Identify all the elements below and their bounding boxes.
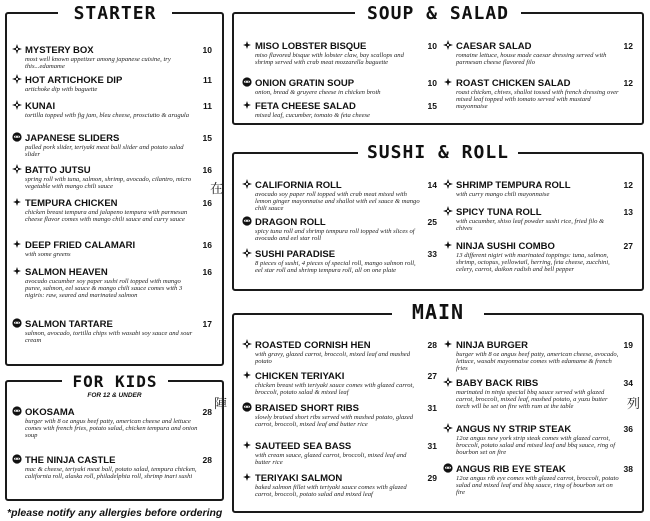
star-icon <box>443 374 453 384</box>
star-icon <box>443 420 453 430</box>
menu-item <box>443 202 633 232</box>
item-price: 16 <box>202 165 212 175</box>
menu-item <box>242 398 437 428</box>
menu-item <box>12 262 212 300</box>
menu-item <box>443 73 633 111</box>
plus-icon <box>12 236 22 246</box>
item-price: 19 <box>623 340 633 350</box>
allergy-note: *please notify any allergies before ordering <box>7 507 223 519</box>
item-price: 13 <box>623 207 633 217</box>
menu-item <box>242 468 437 498</box>
item-name: SPICY TUNA ROLL <box>456 207 542 218</box>
item-name: BABY BACK RIBS <box>456 378 539 389</box>
item-name: MISO LOBSTER BISQUE <box>255 41 367 52</box>
item-price: 34 <box>623 378 633 388</box>
kanji-1: 在 <box>210 182 224 197</box>
menu-item-row <box>12 262 212 278</box>
item-name: ANGUS NY STRIP STEAK <box>456 424 572 435</box>
item-price: 14 <box>427 180 437 190</box>
item-price: 16 <box>202 240 212 250</box>
kids-title: FOR KIDS <box>62 372 168 391</box>
star-icon <box>12 71 22 81</box>
menu-item-row <box>242 212 437 228</box>
plus-icon <box>443 74 453 84</box>
menu-item-row <box>12 193 212 209</box>
item-price: 29 <box>427 473 437 483</box>
ninja-icon <box>12 403 22 413</box>
item-description: 12oz angus new york strip steak comes with glazed carrot, broccoli, potato salad and mixed leaf and bbq sauce, ring of bourbon set on fire <box>456 435 616 457</box>
plus-icon <box>12 263 22 273</box>
star-icon <box>12 97 22 107</box>
menu-item-row <box>12 160 212 176</box>
item-description: salmon, avocado, tortilla chips with wasabi soy sauce and sour cream <box>25 330 193 345</box>
menu-item <box>12 193 212 223</box>
menu-item-row <box>12 40 212 56</box>
item-description: 12oz angus rib eye comes with glazed carrot, broccoli, potato salad and mixed leaf and bbq sauce, ring of bourbon set on fire <box>456 475 619 497</box>
item-description: with gravy, glazed carrot, broccoli, mixed leaf and mashed potato <box>255 351 410 366</box>
item-price: 31 <box>427 403 437 413</box>
star-icon <box>443 203 453 213</box>
menu-item <box>242 366 437 396</box>
item-price: 16 <box>202 267 212 277</box>
item-price: 27 <box>427 371 437 381</box>
menu-item-row <box>443 175 633 191</box>
menu-item-row <box>443 236 633 252</box>
item-name: DRAGON ROLL <box>255 217 326 228</box>
menu-item <box>242 175 437 213</box>
item-name: SALMON TARTARE <box>25 319 113 330</box>
sushi-title: SUSHI & ROLL <box>358 142 518 163</box>
item-name: TERIYAKI SALMON <box>255 473 343 484</box>
menu-item-row <box>242 335 437 351</box>
menu-item-row <box>12 70 212 86</box>
menu-item-row <box>443 419 633 435</box>
item-name: SALMON HEAVEN <box>25 267 108 278</box>
item-name: CAESAR SALAD <box>456 41 532 52</box>
item-name: MYSTERY BOX <box>25 45 94 56</box>
menu-item-row <box>443 373 633 389</box>
item-price: 10 <box>427 78 437 88</box>
item-price: 11 <box>203 75 212 85</box>
item-price: 10 <box>427 41 437 51</box>
item-price: 16 <box>202 198 212 208</box>
star-icon <box>12 41 22 51</box>
menu-item <box>242 73 437 96</box>
menu-item <box>242 335 437 365</box>
ninja-icon <box>242 74 252 84</box>
item-name: DEEP FRIED CALAMARI <box>25 240 136 251</box>
menu-item-row <box>12 235 212 251</box>
main-title: MAIN <box>392 300 484 324</box>
menu-item <box>443 459 633 497</box>
menu-item <box>443 419 633 457</box>
item-price: 28 <box>427 340 437 350</box>
menu-item-row <box>12 450 212 466</box>
item-description: artichoke dip with baguette <box>25 86 98 93</box>
menu-item-row <box>242 175 437 191</box>
item-price: 15 <box>202 133 212 143</box>
menu-item <box>443 335 633 373</box>
item-name: ROASTED CORNISH HEN <box>255 340 371 351</box>
item-name: KUNAI <box>25 101 56 112</box>
star-icon <box>443 176 453 186</box>
item-name: JAPANESE SLIDERS <box>25 133 120 144</box>
item-price: 12 <box>623 41 633 51</box>
menu-item-row <box>242 73 437 89</box>
starter-title: STARTER <box>58 3 172 24</box>
item-name: HOT ARTICHOKE DIP <box>25 75 123 86</box>
menu-item <box>242 212 437 242</box>
plus-icon <box>242 437 252 447</box>
item-name: BATTO JUTSU <box>25 165 91 176</box>
item-description: avocado soy paper roll topped with crab meat mixed with lemon ginger mayonnaise and shallot with eel sauce & mango chili sauce <box>255 191 420 213</box>
menu-item <box>242 244 437 274</box>
item-description: spicy tuna roll and shrimp tempura roll topped with slices of avocado and eel star roll <box>255 228 415 243</box>
item-price: 10 <box>202 45 212 55</box>
menu-item-row <box>443 202 633 218</box>
item-name: SUSHI PARADISE <box>255 249 336 260</box>
item-description: spring roll with tuna, salmon, shrimp, avocado, cilantro, micro vegetable with mango chili sauce <box>25 176 192 191</box>
menu-item <box>12 128 212 158</box>
menu-item <box>12 160 212 190</box>
menu-item <box>12 402 212 440</box>
item-name: THE NINJA CASTLE <box>25 455 116 466</box>
item-name: CALIFORNIA ROLL <box>255 180 342 191</box>
kanji-2: 陣 <box>214 397 228 412</box>
item-description: burger with 8 oz angus beef patty, american cheese, avocado, lettuce, wasabi mayonnaise comes with edamame & french fries <box>456 351 619 373</box>
item-description: roast chicken, chives, shallot tossed with french dressing over mixed leaf topped with tomato served with mustard mayonnaise <box>456 89 619 111</box>
item-description: with cream sauce, glazed carrot, broccoli, mixed leaf and butter rice <box>255 452 407 467</box>
menu-item <box>443 236 633 274</box>
menu-item <box>12 314 212 344</box>
ninja-icon <box>242 213 252 223</box>
star-icon <box>242 336 252 346</box>
menu-item-row <box>242 398 437 414</box>
menu-item-row <box>242 244 437 260</box>
menu-item-row <box>242 96 437 112</box>
plus-icon <box>242 97 252 107</box>
item-description: romaine lettuce, house made caesar dressing served with parmesan cheese flavored filo <box>456 52 607 67</box>
ninja-icon <box>242 399 252 409</box>
menu-item <box>443 373 633 411</box>
menu-item-row <box>242 366 437 382</box>
item-price: 11 <box>203 101 212 111</box>
star-icon <box>12 161 22 171</box>
item-name: ROAST CHICKEN SALAD <box>456 78 571 89</box>
item-description: marinated in ninja special bbq sauce served with glazed carrot, broccoli, mixed leaf, mashed potato, a yuzu butter torch will be set on fire with rum at the table <box>456 389 608 411</box>
item-price: 12 <box>623 180 633 190</box>
item-name: SAUTEED SEA BASS <box>255 441 352 452</box>
menu-item-row <box>443 335 633 351</box>
menu-item <box>242 36 437 66</box>
menu-item-row <box>12 96 212 112</box>
plus-icon <box>242 367 252 377</box>
item-description: slowly braised short ribs served with mashed potato, glazed carrot, broccoli, mixed leaf and butter rice <box>255 414 414 429</box>
kanji-3: 列 <box>627 397 641 412</box>
item-description: most well known appetizer among japanese cuisine, try this...edamame <box>25 56 171 71</box>
item-name: SHRIMP TEMPURA ROLL <box>456 180 571 191</box>
item-description: 13 different nigiri with marinated toppings: tuna, salmon, shrimp, octopus, yellowtail, herring, feta cheese, zucchini, celery, carrot, daikon radish and bell pepper <box>456 252 610 274</box>
item-description: pulled pork slider, teriyaki meat ball slider and potato salad slider <box>25 144 184 159</box>
item-description: with curry mango chili mayonnaise <box>456 191 550 198</box>
kids-subtitle: FOR 12 & UNDER <box>87 392 142 399</box>
item-name: BRAISED SHORT RIBS <box>255 403 359 414</box>
menu-item-row <box>443 36 633 52</box>
item-name: NINJA SUSHI COMBO <box>456 241 555 252</box>
star-icon <box>242 245 252 255</box>
item-description: with cucumber, shiso leaf powder sushi rice, fried filo & chives <box>456 218 605 233</box>
menu-item <box>12 450 212 480</box>
menu-item <box>12 96 212 119</box>
menu-item-row <box>12 402 212 418</box>
plus-icon <box>443 237 453 247</box>
item-price: 27 <box>623 241 633 251</box>
item-description: mac & cheese, teriyaki meat ball, potato salad, tempura chicken, california roll, alaska roll, philadelphia roll, shrimp inari sushi <box>25 466 197 481</box>
item-price: 25 <box>427 217 437 227</box>
item-name: TEMPURA CHICKEN <box>25 198 118 209</box>
menu-item <box>242 436 437 466</box>
menu-item-row <box>242 468 437 484</box>
menu-item-row <box>242 36 437 52</box>
ninja-icon <box>12 451 22 461</box>
item-name: OKOSAMA <box>25 407 75 418</box>
item-price: 28 <box>202 455 212 465</box>
plus-icon <box>12 194 22 204</box>
menu-item <box>12 70 212 93</box>
item-description: burger with 8 oz angus beef patty, american cheese and lettuce comes with french fries, potato salad, chicken tempura and onion soup <box>25 418 198 440</box>
item-description: avocado cucumber soy paper sushi roll topped with mango puree, salmon, eel sauce & mango chili sauce comes with 3 nigiris: raw, seared and marinated salmon <box>25 278 183 300</box>
item-name: ONION GRATIN SOUP <box>255 78 355 89</box>
item-description: onion, bread & gruyere cheese in chicken broth <box>255 89 381 96</box>
star-icon <box>242 176 252 186</box>
item-price: 33 <box>427 249 437 259</box>
item-description: baked salmon fillet with teriyaki sauce comes with glazed carrot, broccoli, potato salad and mixed leaf <box>255 484 407 499</box>
star-icon <box>443 37 453 47</box>
item-description: mixed leaf, cucumber, tomato & feta cheese <box>255 112 370 119</box>
item-price: 36 <box>623 424 633 434</box>
item-description: with some greens <box>25 251 71 258</box>
menu-item <box>443 36 633 66</box>
ninja-icon <box>12 129 22 139</box>
item-name: NINJA BURGER <box>456 340 528 351</box>
menu-item-row <box>242 436 437 452</box>
ninja-icon <box>443 460 453 470</box>
menu-item-row <box>12 128 212 144</box>
item-price: 12 <box>623 78 633 88</box>
item-price: 31 <box>427 441 437 451</box>
item-price: 17 <box>202 319 212 329</box>
item-name: ANGUS RIB EYE STEAK <box>456 464 566 475</box>
item-name: CHICKEN TERIYAKI <box>255 371 345 382</box>
item-description: chicken breast tempura and jalapeno tempura with parmesan cheese flavor comes with mango chili sauce and curry sauce <box>25 209 188 224</box>
item-price: 15 <box>427 101 437 111</box>
plus-icon <box>242 37 252 47</box>
item-price: 38 <box>623 464 633 474</box>
menu-item <box>443 175 633 198</box>
item-name: FETA CHEESE SALAD <box>255 101 356 112</box>
item-description: tortilla topped with fig jam, bleu cheese, prosciutto & arugula <box>25 112 190 119</box>
menu-item <box>12 40 212 70</box>
menu-item <box>242 96 437 119</box>
menu-item-row <box>443 73 633 89</box>
item-description: 8 pieces of sushi, 4 pieces of special roll, mango salmon roll, eel star roll and shrimp tempura roll, all on one plate <box>255 260 416 275</box>
item-description: chicken breast with teriyaki sauce comes with glazed carrot, broccoli, potato salad & mixed leaf <box>255 382 415 397</box>
menu-item <box>12 235 212 258</box>
menu-item-row <box>443 459 633 475</box>
item-description: miso flavored bisque with lobster claw, bay scallops and shrimp served with crab meat mozzarella baguette <box>255 52 404 67</box>
ninja-icon <box>12 315 22 325</box>
plus-icon <box>443 336 453 346</box>
plus-icon <box>242 469 252 479</box>
soup-title: SOUP & SALAD <box>355 3 521 24</box>
menu-item-row <box>12 314 212 330</box>
item-price: 28 <box>202 407 212 417</box>
